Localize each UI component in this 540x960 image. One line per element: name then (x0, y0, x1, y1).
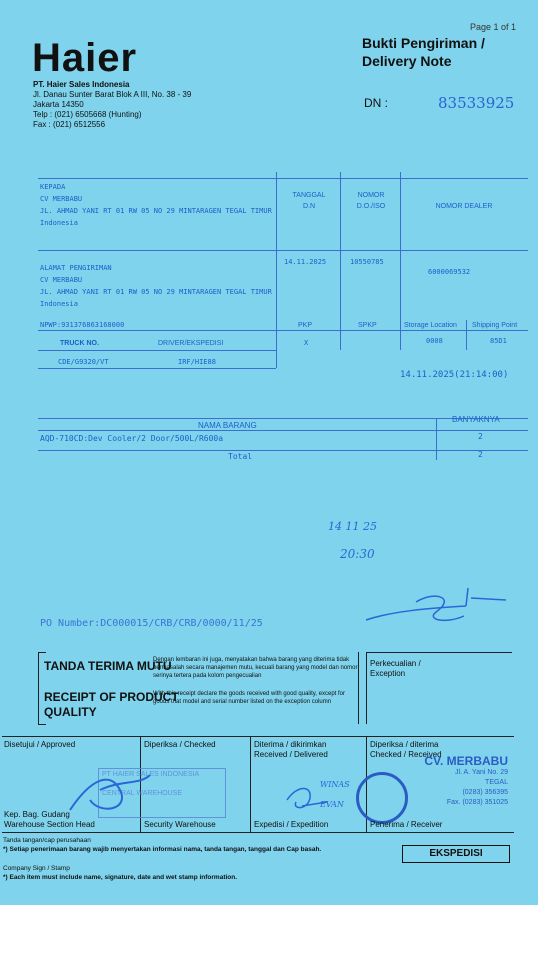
receipt-bottom-line (38, 724, 46, 725)
receipt-text-id: Dengan lembaran ini juga, menyatakan bahwa barang yang diterima tidak bermasalah secara manajemen mutu, kecuali barang yang model dan nomor serinya tertera pada kolom pengecualian (153, 657, 358, 679)
sign-foot-1a: Kep. Bag. Gudang (4, 810, 70, 819)
document-title (362, 34, 485, 70)
tanggal-value: 14.11.2025 (284, 258, 327, 266)
receiver-stamp-line3: TEGAL (485, 779, 508, 786)
sign-top-line (2, 736, 514, 737)
print-timestamp: 14.11.2025(21:14:00) (400, 370, 509, 380)
page-indicator: Page 1 of 1 (470, 22, 517, 32)
company-phone: Telp : (021) 6505668 (Hunting) (33, 110, 142, 119)
note-sign-en: Company Sign / Stamp (3, 865, 70, 872)
warehouse-stamp-line2: CENTRAL WAREHOUSE (102, 790, 182, 797)
table-top-line (38, 178, 528, 179)
exception-left-line (366, 652, 367, 724)
truck-value: CDE/G9320/VT (58, 358, 109, 366)
note-sign-id: Tanda tangan/cap perusahaan (3, 837, 91, 844)
delivered-name-1: WINAS (320, 780, 350, 789)
kepada-country: Indonesia (40, 219, 78, 227)
receipt-title-id: TANDA TERIMA MUTU (44, 659, 172, 673)
receiver-stamp-circle (356, 772, 408, 824)
company-fax: Fax : (021) 6512556 (33, 120, 106, 129)
po-number: PO Number:DC000015/CRB/CRB/0000/11/25 (40, 618, 263, 629)
nomor-sub: D.O./ISO (356, 203, 386, 210)
nomor-label: NOMOR (357, 192, 385, 199)
items-total-line (38, 450, 528, 451)
dn-label: DN : (364, 96, 388, 110)
sign-foot-1b: Warehouse Section Head (4, 820, 95, 829)
sign-received-2: Checked / Received (370, 750, 442, 759)
npwp: NPWP:931376863168000 (40, 321, 125, 329)
items-header-line (38, 430, 528, 431)
exception-label-1: Perkecualian / (370, 659, 421, 668)
handwritten-time: 20:30 (340, 547, 375, 561)
sign-divider-2 (250, 736, 251, 832)
sign-delivered (254, 740, 328, 760)
document-title-line1: Bukti Pengiriman / (362, 35, 485, 51)
note-en: *) Each item must include name, signature, date and wet stamp information. (3, 874, 238, 881)
pkp-label: PKP (298, 322, 313, 329)
sign-foot-1 (4, 810, 95, 830)
exception-label (370, 659, 421, 679)
table-divider-2 (340, 172, 341, 350)
item-row-name: AQD-710CD:Dev Cooler/2 Door/500L/R600a (40, 434, 224, 443)
exception-label-2: Exception (370, 669, 406, 678)
document-title-line2: Delivery Note (362, 53, 452, 69)
note-id: *) Setiap penerimaan barang wajib menyertakan informasi nama, tanda tangan, tanggal dan Cap basah. (3, 846, 322, 853)
receiver-stamp-line4: (0283) 356395 (462, 789, 508, 796)
tanggal-label: TANGGAL (292, 192, 326, 199)
spkp-label: SPKP (358, 322, 377, 329)
driver-value: IRF/HIE88 (178, 358, 216, 366)
items-col-name: NAMA BARANG (198, 421, 257, 430)
delivered-name-2: EVAN (320, 800, 344, 809)
items-divider (436, 418, 437, 460)
receiver-stamp-line1: CV. MERBABU (424, 754, 508, 768)
item-row-qty: 2 (478, 432, 483, 441)
kepada-label: KEPADA (40, 183, 66, 191)
kepada-block (40, 181, 272, 229)
receipt-right-bracket (358, 652, 359, 724)
company-address-2: Jakarta 14350 (33, 100, 84, 109)
copy-label: EKSPEDISI (429, 848, 483, 859)
alamat-address: JL. AHMAD YANI RT 01 RW 05 NO 29 MINTARAGEN TEGAL TIMUR (40, 288, 272, 296)
sign-delivered-2: Received / Delivered (254, 750, 328, 759)
table-divider-4 (466, 320, 467, 350)
company-address-1: Jl. Danau Sunter Barat Blok A III, No. 38 - 39 (33, 90, 192, 99)
table-truck-line (38, 350, 276, 351)
handwritten-signature-mark (356, 580, 516, 640)
alamat-country: Indonesia (40, 300, 78, 308)
driver-label: DRIVER/EKSPEDISI (158, 340, 224, 347)
truck-label: TRUCK NO. (60, 340, 99, 347)
sign-foot-4: Penerima / Receiver (370, 820, 443, 829)
kepada-name: CV MERBABU (40, 195, 83, 203)
company-name: PT. Haier Sales Indonesia (33, 80, 130, 89)
company-block (33, 80, 191, 130)
receiver-stamp-line5: Fax. (0283) 351025 (446, 799, 508, 806)
handwritten-date: 14 11 25 (328, 520, 377, 533)
kepada-address: JL. AHMAD YANI RT 01 RW 05 NO 29 MINTARAGEN TEGAL TIMUR (40, 207, 272, 215)
receipt-title-en-1: RECEIPT OF PRODUCT (44, 690, 179, 704)
copy-label-box (402, 845, 510, 863)
table-divider-3 (400, 172, 401, 350)
table-divider-1 (276, 172, 277, 368)
dn-number: 83533925 (438, 94, 515, 112)
pkp-value: X (304, 339, 309, 347)
dealer-value: 6000069532 (428, 268, 471, 276)
alamat-label: ALAMAT PENGIRIMAN (40, 264, 112, 272)
receipt-left-bracket (38, 652, 39, 724)
alamat-block (40, 262, 272, 310)
exception-top-line (366, 652, 512, 653)
alamat-name: CV MERBABU (40, 276, 83, 284)
storage-label: Storage Location (404, 322, 457, 329)
receipt-text-en: With this receipt declare the goods received with good quality, except for goods that model and serial number listed on the exception column (153, 691, 345, 705)
sign-checked: Diperiksa / Checked (144, 740, 216, 749)
items-total-label: Total (228, 452, 253, 461)
dealer-header: NOMOR DEALER (435, 203, 493, 210)
receipt-top-line (38, 652, 46, 653)
items-total-qty: 2 (478, 450, 483, 459)
sign-foot-2: Security Warehouse (144, 820, 216, 829)
receipt-title-en-2: QUALITY (44, 705, 97, 719)
tanggal-sub: D.N (302, 203, 316, 210)
sign-received-1: Diperiksa / diterima (370, 740, 439, 749)
items-col-qty: BANYAKNYA (452, 415, 500, 424)
nomor-header (344, 190, 398, 212)
table-npwp-line (38, 330, 528, 331)
sign-delivered-1: Diterima / dikirimkan (254, 740, 327, 749)
table-bottom-line (38, 368, 276, 369)
tanggal-header (282, 190, 336, 212)
shipping-value: 85D1 (490, 337, 507, 345)
warehouse-stamp-line1: PT HAIER SALES INDONESIA (102, 771, 200, 778)
notes-block (3, 836, 321, 882)
sign-bottom-line (2, 832, 514, 833)
receiver-stamp-line2: Jl. A. Yani No. 29 (454, 769, 508, 776)
storage-value: 0008 (426, 337, 443, 345)
nomor-value: 10550785 (350, 258, 384, 266)
table-mid-line (38, 250, 528, 251)
haier-logo: Haier (32, 36, 138, 80)
sign-foot-3: Expedisi / Expedition (254, 820, 329, 829)
sign-approved: Disetujui / Approved (4, 740, 76, 749)
shipping-label: Shipping Point (472, 322, 518, 329)
